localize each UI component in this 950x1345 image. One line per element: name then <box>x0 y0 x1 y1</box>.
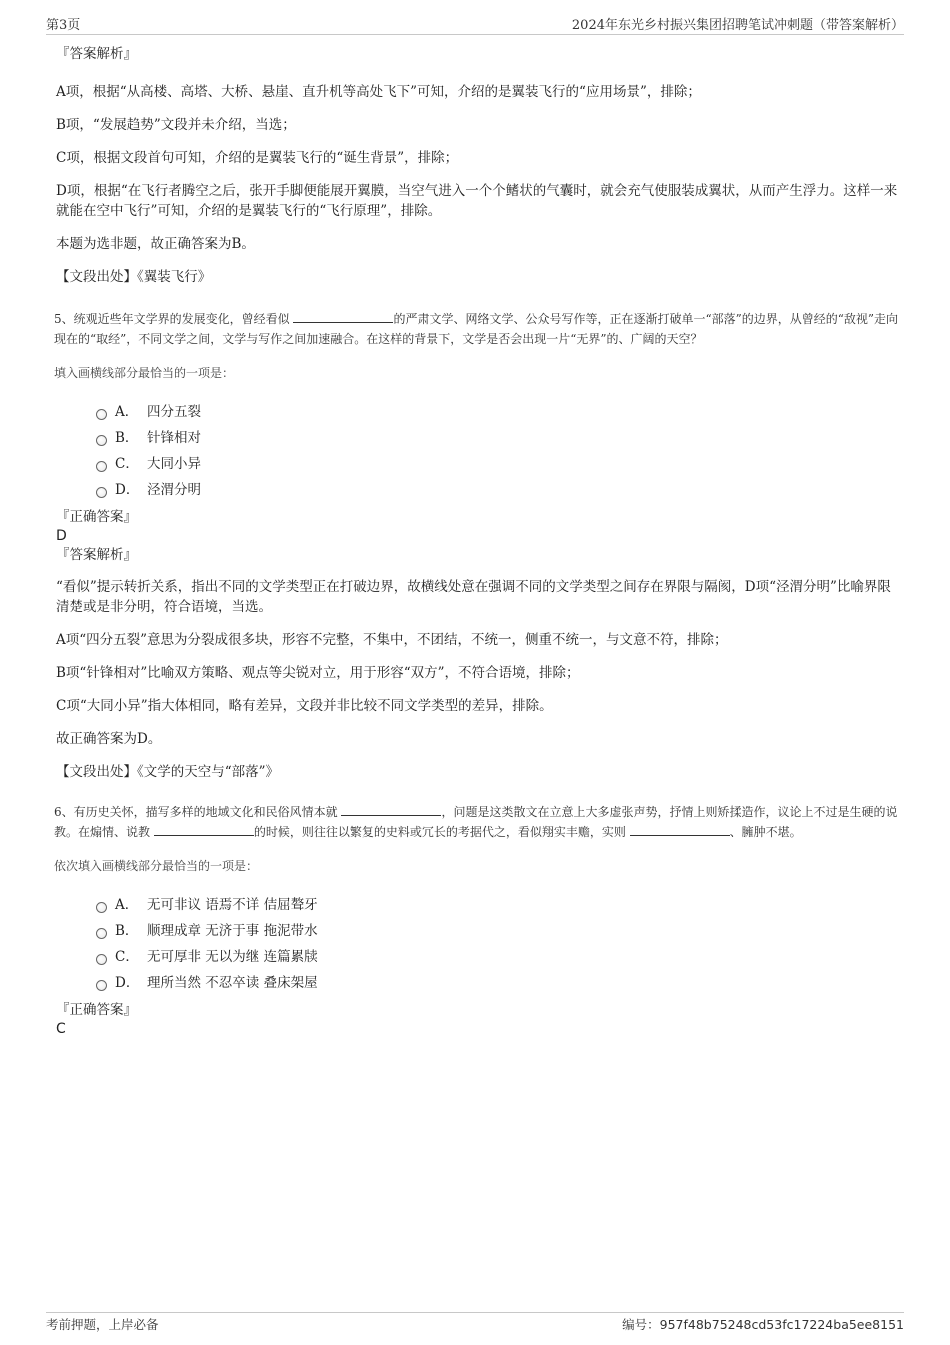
document-body <box>56 44 904 1038</box>
q6-blank-1 <box>341 803 441 816</box>
q5-analysis-main: “看似”提示转折关系，指出不同的文学类型正在打破边界，故横线处意在强调不同的文学类型之间存在界限与隔阂，D项“泾渭分明”比喻界限清楚或是非分明，符合语境，当选。 <box>56 579 891 615</box>
q4-analysis-b: B项，“发展趋势”文段并未介绍，当选； <box>56 117 296 133</box>
q5-option-b[interactable]: B． 针锋相对 <box>96 425 904 451</box>
q5-conclusion: 故正确答案为D。 <box>56 731 162 747</box>
q5-analysis-b: B项“针锋相对”比喻双方策略、观点等尖锐对立，用于形容“双方”，不符合语境，排除； <box>56 665 580 681</box>
q4-conclusion: 本题为选非题，故正确答案为B。 <box>56 236 255 252</box>
q6-option-a[interactable]: A． 无可非议 语焉不详 佶屈聱牙 <box>96 892 904 918</box>
radio-icon[interactable] <box>96 461 107 472</box>
radio-icon[interactable] <box>96 902 107 913</box>
radio-icon[interactable] <box>96 954 107 965</box>
q6-blank-2 <box>154 823 254 836</box>
q4-analysis-a: A项，根据“从高楼、高塔、大桥、悬崖、直升机等高处飞下”可知，介绍的是翼装飞行的“应用场景”，排除； <box>56 84 701 100</box>
q5-answer: D <box>56 528 67 544</box>
q5-analysis-a: A项“四分五裂”意思为分裂成很多块，形容不完整，不集中，不团结，不统一，侧重不统一，与文意不符，排除； <box>56 632 728 648</box>
q5-option-a[interactable]: A． 四分五裂 <box>96 399 904 425</box>
q6-hint: 依次填入画横线部分最恰当的一项是： <box>54 859 259 873</box>
q5-analysis-label: 『答案解析』 <box>56 547 137 563</box>
q6-option-d[interactable]: D． 理所当然 不忍卒读 叠床架屋 <box>96 970 904 996</box>
document-title: 2024年东光乡村振兴集团招聘笔试冲刺题（带答案解析） <box>571 18 904 33</box>
q5-options <box>96 399 904 503</box>
radio-icon[interactable] <box>96 980 107 991</box>
q6-stem: 6、有历史关怀，描写多样的地域文化和民俗风情本就 ，问题是这类散文在立意上大多虚张声势，抒情上则矫揉造作，议论上不过是生硬的说教。在煽情、说教 的时候，则往往以繁复的史料或冗长的考据代之，看似翔实丰赡，实则 、臃肿不堪。 <box>54 805 898 839</box>
page-header <box>46 12 904 35</box>
q6-answer: C <box>56 1021 66 1037</box>
q5-blank <box>293 310 393 323</box>
q5-hint: 填入画横线部分最恰当的一项是： <box>54 366 235 380</box>
radio-icon[interactable] <box>96 928 107 939</box>
footer-slogan: 考前押题，上岸必备 <box>46 1317 159 1332</box>
radio-icon[interactable] <box>96 487 107 498</box>
q5-option-c[interactable]: C． 大同小异 <box>96 451 904 477</box>
radio-icon[interactable] <box>96 435 107 446</box>
page-number: 第3页 <box>46 18 81 33</box>
q5-source: 【文段出处】《文学的天空与“部落”》 <box>56 764 280 780</box>
q4-analysis-c: C项，根据文段首句可知，介绍的是翼装飞行的“诞生背景”，排除； <box>56 150 459 166</box>
q6-blank-3 <box>630 823 730 836</box>
q5-analysis-c: C项“大同小异”指大体相同，略有差异，文段并非比较不同文学类型的差异，排除。 <box>56 698 553 714</box>
q6-options <box>96 892 904 996</box>
q4-analysis-d: D项，根据“在飞行者腾空之后，张开手脚便能展开翼膜，当空气进入一个个鳍状的气囊时，就会充气使服装成翼状，从而产生浮力。这样一来就能在空中飞行”可知，介绍的是翼装飞行的“飞行原理”，排除。 <box>56 183 898 219</box>
radio-icon[interactable] <box>96 409 107 420</box>
q5-option-d[interactable]: D． 泾渭分明 <box>96 477 904 503</box>
footer-code: 编号：957f48b75248cd53fc17224ba5ee8151 <box>622 1317 904 1332</box>
q5-answer-label: 『正确答案』 <box>56 509 137 525</box>
q6-option-b[interactable]: B． 顺理成章 无济于事 拖泥带水 <box>96 918 904 944</box>
page-footer <box>46 1312 904 1332</box>
q5-stem: 5、统观近些年文学界的发展变化，曾经看似 的严肃文学、网络文学、公众号写作等，正在逐渐打破单一“部落”的边界，从曾经的“敌视”走向现在的“取经”，不同文学之间，文学与写作之间加速融合。在这样的背景下，文学是否会出现一片“无界”的、广阔的天空？ <box>54 312 898 346</box>
q4-analysis-label: 『答案解析』 <box>56 46 137 62</box>
q6-answer-label: 『正确答案』 <box>56 1002 137 1018</box>
q4-source: 【文段出处】《翼装飞行》 <box>56 269 212 285</box>
q6-option-c[interactable]: C． 无可厚非 无以为继 连篇累牍 <box>96 944 904 970</box>
